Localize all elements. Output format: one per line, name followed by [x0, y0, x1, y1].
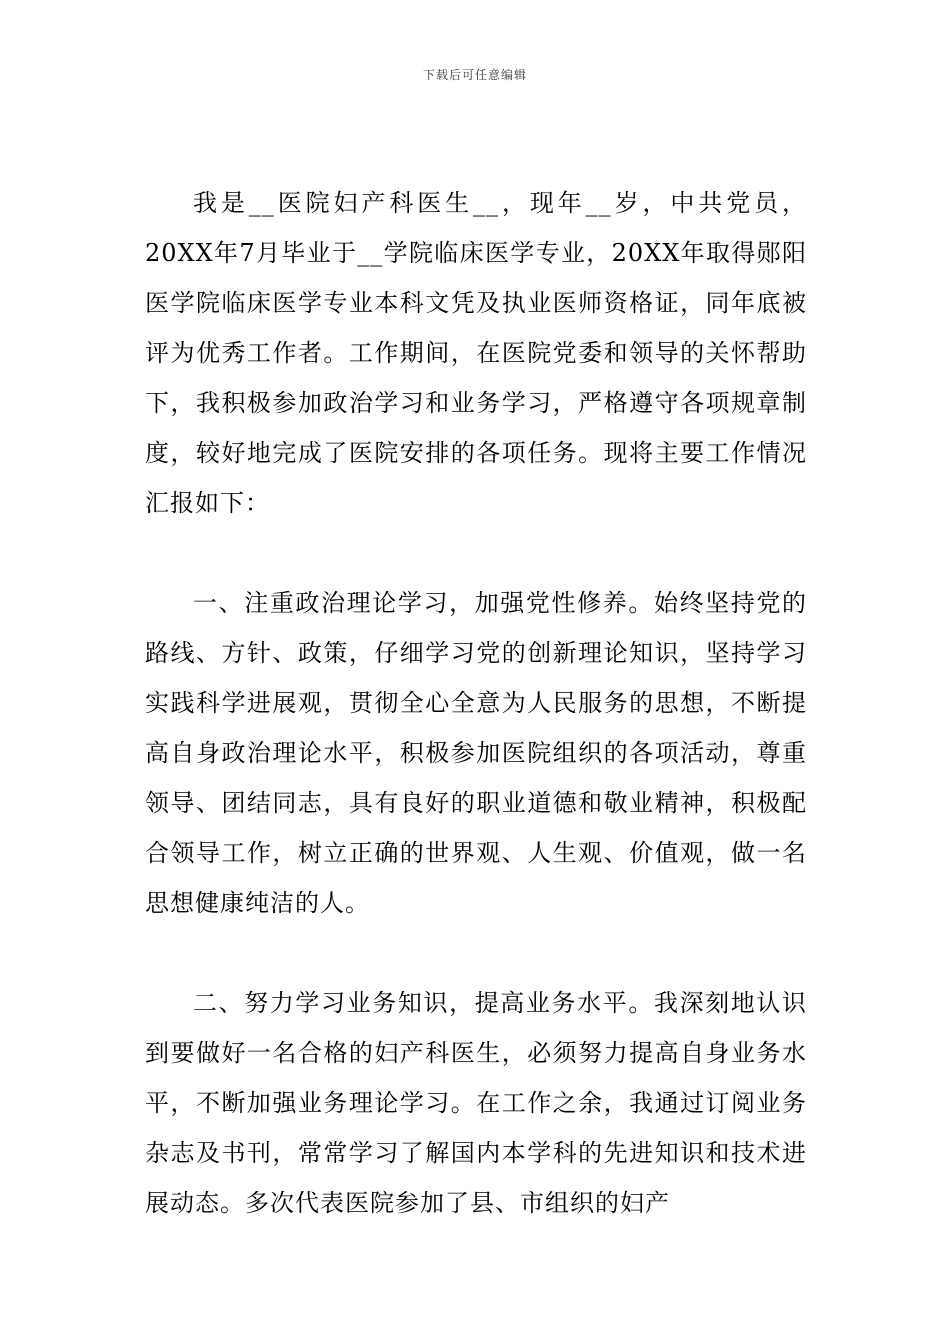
paragraph-professional-study: 二、努力学习业务知识，提高业务水平。我深刻地认识到要做好一名合格的妇产科医生，必须努力提高自身业务水平，不断加强业务理论学习。在工作之余，我通过订阅业务杂志及书刊，常常学习了解国内本学科的先进知识和技术进展动态。多次代表医院参加了县、市组织的妇产: [145, 989, 807, 1217]
document-body: [145, 178, 807, 1228]
paragraph-intro: 我是__医院妇产科医生__，现年__岁，中共党员，20XX年7月毕业于__学院临床医学专业，20XX年取得郧阳医学院临床医学专业本科文凭及执业医师资格证，同年底被评为优秀工作者。工作期间，在医院党委和领导的关怀帮助下，我积极参加政治学习和业务学习，严格遵守各项规章制度，较好地完成了医院安排的各项任务。现将主要工作情况汇报如下：: [145, 189, 807, 517]
paragraph-political-study: 一、注重政治理论学习，加强党性修养。始终坚持党的路线、方针、政策，仔细学习党的创新理论知识，坚持学习实践科学进展观，贯彻全心全意为人民服务的思想，不断提高自身政治理论水平，积极参加医院组织的各项活动，尊重领导、团结同志，具有良好的职业道德和敬业精神，积极配合领导工作，树立正确的世界观、人生观、价值观，做一名思想健康纯洁的人。: [145, 589, 807, 917]
page-header-note: 下载后可任意编辑: [422, 68, 527, 82]
